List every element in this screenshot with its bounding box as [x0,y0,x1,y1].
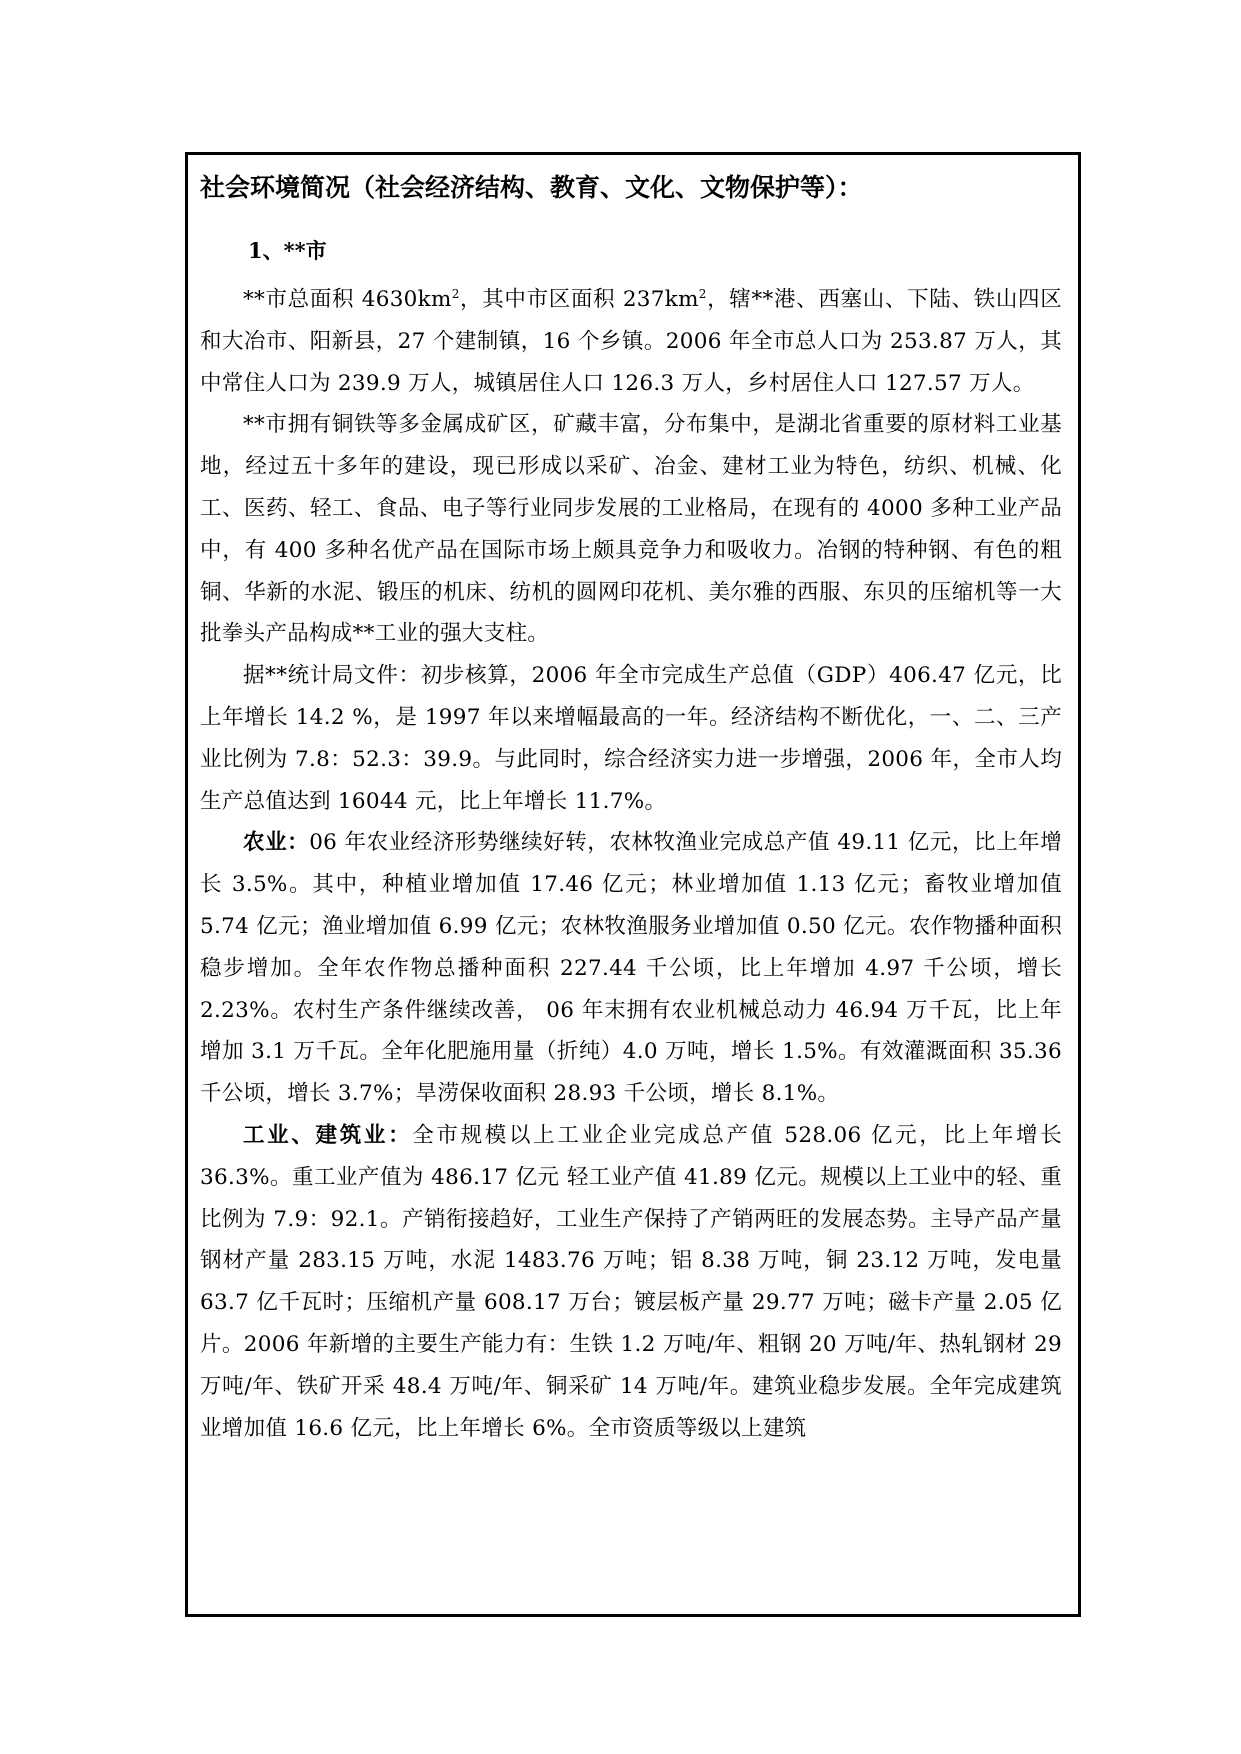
document-frame [185,152,1081,1617]
subsection-title: 1、**市 [248,238,327,263]
agriculture-lead: 农业： [243,830,310,856]
paragraph-gdp: 据**统计局文件：初步核算，2006 年全市完成生产总值（GDP）406.47 亿元，比上年增长 14.2 %，是 1997 年以来增幅最高的一年。经济结构不断优化，一、二、三产业比例为 7.8：52.3：39.9。与此同时，综合经济实力进一步增强，2006 年，全市人均生产总值达到 16044 元，比上年增长 11.7%。 [200,663,1062,814]
paragraph-agriculture: 农业：06 年农业经济形势继续好转，农林牧渔业完成总产值 49.11 亿元，比上年增长 3.5%。其中，种植业增加值 17.46 亿元；林业增加值 1.13 亿元；畜牧业增加值 5.74 亿元；渔业增加值 6.99 亿元；农林牧渔服务业增加值 0.50 亿元。农作物播种面积稳步增加。全年农作物总播种面积 227.44 千公顷，比上年增加 4.97 千公顷，增长 2.23%。农村生产条件继续改善， 06 年末拥有农业机械总动力 46.94 万千瓦，比上年增加 3.1 万千瓦。全年化肥施用量（折纯）4.0 万吨，增长 1.5%。有效灌溉面积 35.36 千公顷，增长 3.7%；旱涝保收面积 28.93 千公顷，增长 8.1%。 [200,830,1062,1107]
document-body [200,279,1062,1449]
industry-lead: 工业、建筑业： [243,1122,413,1148]
paragraph-industry-construction: 工业、建筑业：全市规模以上工业企业完成总产值 528.06 亿元，比上年增长 36.3%。重工业产值为 486.17 亿元 轻工业产值 41.89 亿元。规模以上工业中的轻、重比例为 7.9：92.1。产销衔接趋好，工业生产保持了产销两旺的发展态势。主导产品产量钢材产量 283.15 万吨，水泥 1483.76 万吨；铝 8.38 万吨，铜 23.12 万吨，发电量 63.7 亿千瓦时；压缩机产量 608.17 万台；镀层板产量 29.77 万吨；磁卡产量 2.05 亿片。2006 年新增的主要生产能力有：生铁 1.2 万吨/年、粗钢 20 万吨/年、热轧钢材 29 万吨/年、铁矿开采 48.4 万吨/年、铜采矿 14 万吨/年。建筑业稳步发展。全年完成建筑业增加值 16.6 亿元，比上年增长 6%。全市资质等级以上建筑 [200,1122,1062,1441]
paragraph-industry-base: **市拥有铜铁等多金属成矿区，矿藏丰富，分布集中，是湖北省重要的原材料工业基地，经过五十多年的建设，现已形成以采矿、冶金、建材工业为特色，纺织、机械、化工、医药、轻工、食品、电子等行业同步发展的工业格局，在现有的 4000 多种工业产品中，有 400 多种名优产品在国际市场上颇具竞争力和吸收力。冶钢的特种钢、有色的粗铜、华新的水泥、锻压的机床、纺机的圆网印花机、美尔雅的西服、东贝的压缩机等一大批拳头产品构成**工业的强大支柱。 [200,412,1062,647]
paragraph-area-population: **市总面积 $4630km^2$，其中市区面积 $237km^2$，辖**港、西塞山、下陆、铁山四区和大冶市、阳新县，27 个建制镇，16 个乡镇。2006 年全市总人口为 253.87 万人，其中常住人口为 239.9 万人，城镇居住人口 126.3 万人，乡村居住人口 127.57 万人。 [200,286,1063,396]
section-title: 社会环境简况（社会经济结构、教育、文化、文物保护等）： [200,173,863,202]
